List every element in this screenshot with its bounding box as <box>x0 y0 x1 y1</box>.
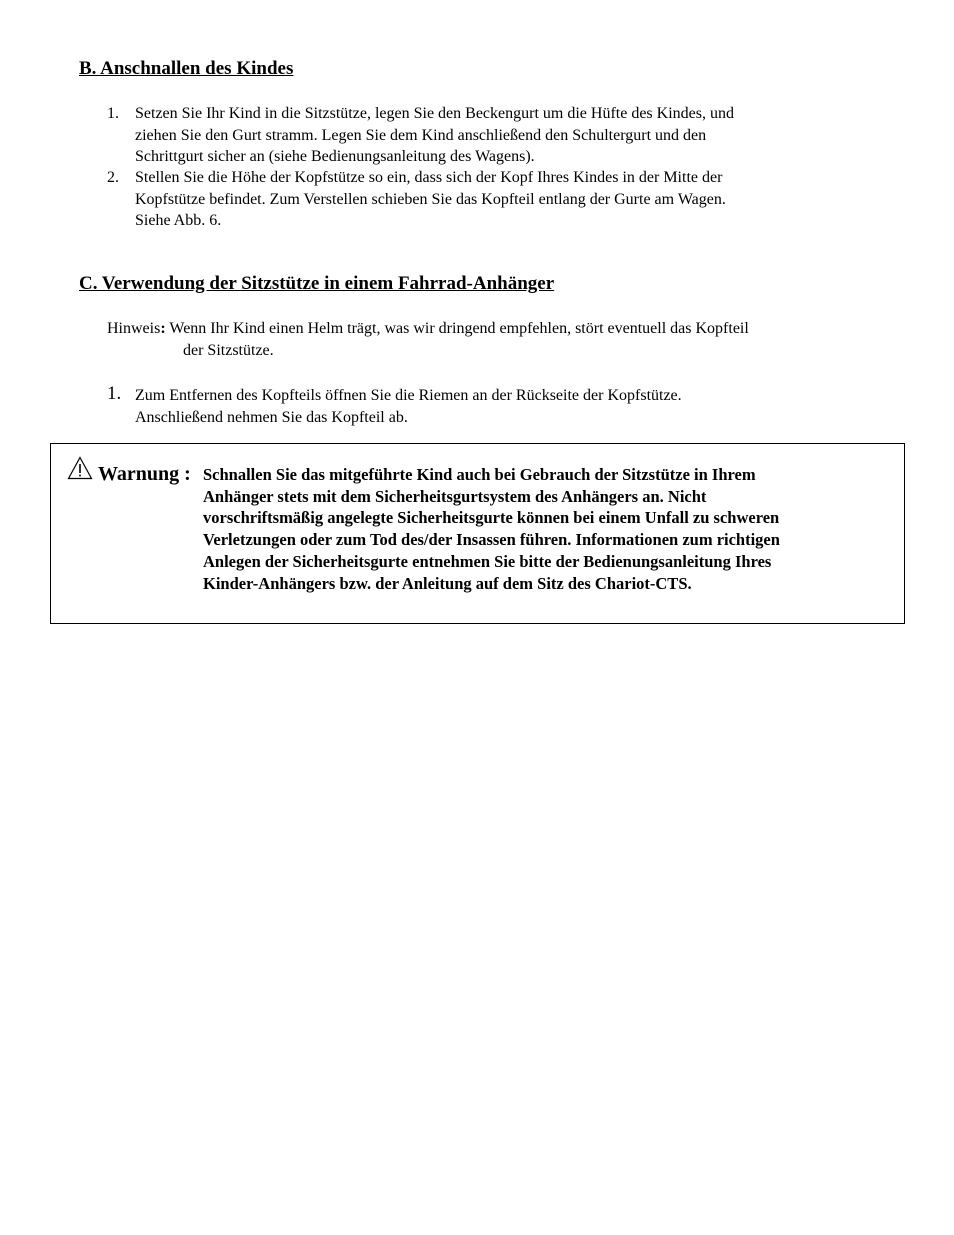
list-item-text <box>135 385 875 428</box>
text-line: ziehen Sie den Gurt stramm. Legen Sie dem Kind anschließend den Schultergurt und den <box>135 126 707 144</box>
warning-line: Verletzungen oder zum Tod des/der Insassen führen. Informationen zum richtigen <box>203 530 780 550</box>
list-item-text <box>135 103 875 168</box>
list-item-number: 1. <box>107 383 122 404</box>
warning-line: Schnallen Sie das mitgeführte Kind auch bei Gebrauch der Sitzstütze in Ihrem <box>203 465 756 484</box>
text-line: Stellen Sie die Höhe der Kopfstütze so ein, dass sich der Kopf Ihres Kindes in der Mitte der <box>135 169 723 186</box>
section-c-heading: C. Verwendung der Sitzstütze in einem Fahrrad-Anhänger <box>79 273 555 294</box>
warning-label: Warnung : <box>98 463 191 485</box>
text-line: Anschließend nehmen Sie das Kopfteil ab. <box>135 408 408 426</box>
warning-box <box>50 443 905 624</box>
warning-text <box>203 464 893 594</box>
warning-line: Kinder-Anhängers bzw. der Anleitung auf dem Sitz des Chariot-CTS. <box>203 573 692 593</box>
warning-line: vorschriftsmäßig angelegte Sicherheitsgurte können bei einem Unfall zu schweren <box>203 508 780 528</box>
text-line: Setzen Sie Ihr Kind in die Sitzstütze, legen Sie den Beckengurt um die Hüfte des Kindes, und <box>135 105 734 122</box>
list-item-number: 2. <box>107 169 119 186</box>
section-b-heading: B. Anschnallen des Kindes <box>79 58 294 79</box>
note-label: Hinweis <box>107 320 161 337</box>
text-line: Siehe Abb. 6. <box>135 212 222 229</box>
list-item-number: 1. <box>107 105 119 122</box>
text-line: Kopfstütze befindet. Zum Verstellen schieben Sie das Kopfteil entlang der Gurte am Wagen. <box>135 190 726 208</box>
note-colon: : <box>160 320 166 337</box>
note-paragraph <box>107 318 897 361</box>
text-line: Schrittgurt sicher an (siehe Bedienungsanleitung des Wagens). <box>135 148 535 165</box>
warning-triangle-icon <box>67 456 93 480</box>
note-text: Wenn Ihr Kind einen Helm trägt, was wir dringend empfehlen, stört eventuell das Kopfteil <box>165 320 749 337</box>
warning-line: Anhänger stets mit dem Sicherheitsgurtsystem des Anhängers an. Nicht <box>203 486 707 506</box>
text-line: Zum Entfernen des Kopfteils öffnen Sie die Riemen an der Rückseite der Kopfstütze. <box>135 387 682 404</box>
warning-line: Anlegen der Sicherheitsgurte entnehmen Sie bitte der Bedienungsanleitung Ihres <box>203 551 772 571</box>
note-text-continued: der Sitzstütze. <box>183 341 274 359</box>
list-item-text <box>135 167 875 232</box>
